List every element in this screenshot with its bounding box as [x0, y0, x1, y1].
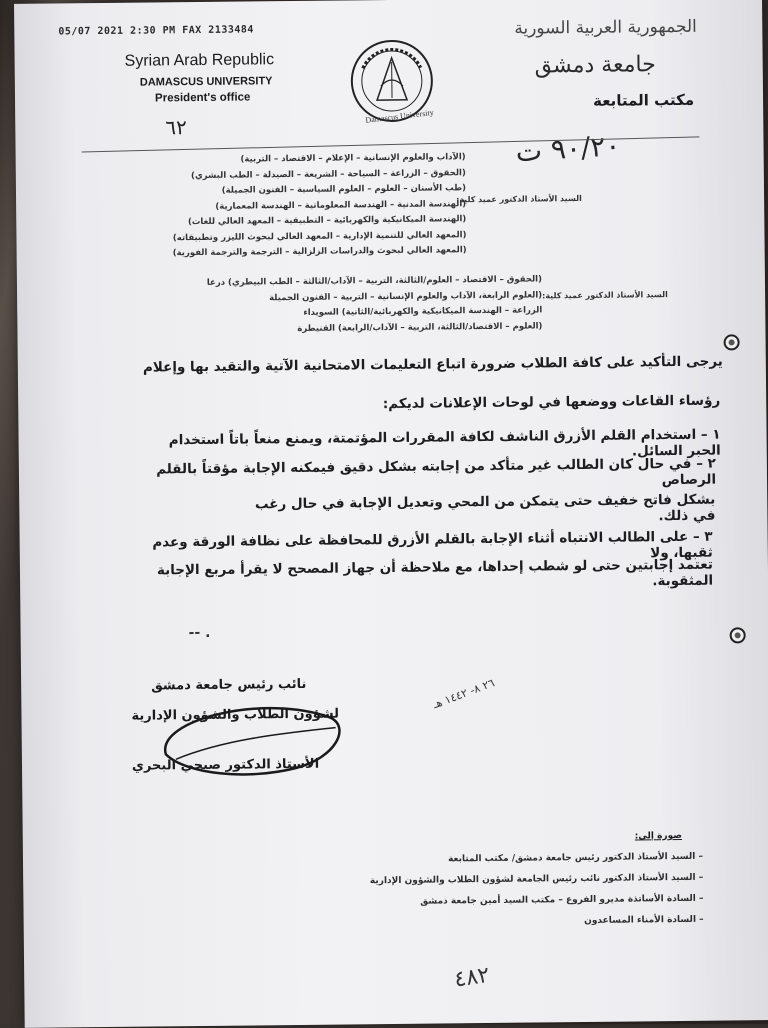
arabic-office-name: مكتب المتابعة: [593, 91, 694, 110]
instruction-1: ١ – استخدام القلم الأزرق الناشف لكافة المقررات المؤتمتة، ويمنع منعاً باتاً استخدام الحبر السائل.: [141, 427, 721, 465]
handwritten-reference: ٩٠/٢٠ ت: [515, 129, 622, 169]
cc-item: – السادة الأمناء المساعدون: [364, 910, 704, 935]
arabic-country-name: الجمهورية العربية السورية: [514, 17, 697, 39]
distribution-line: (الآداب والعلوم الإنسانية – الإعلام – الاقتصاد – التربية): [166, 150, 466, 169]
instruction-2a: ٢ – في حال كان الطالب غير متأكد من إجابته بشكل دقيق فيمكنه الإجابة مؤقتاً بالقلم الرصاص: [111, 456, 716, 494]
instruction-3b: تعتمد إجابتين حتى لو شطب إحداها، مع ملاحظة أن جهاز المصحح لا يقرأ مربع الإجابة المثقوبة.: [136, 557, 713, 595]
distribution-line: الزراعة – الهندسة الميكانيكية والكهربائية/الثانية) السويداء: [202, 303, 542, 322]
arabic-university-name: جامعة دمشق: [535, 52, 656, 78]
distribution-line: (الهندسة الميكانيكية والكهربائية – التطبيقية – المعهد العالي للغات): [166, 212, 466, 231]
distribution-line: (طب الأسنان – العلوم – العلوم السياسية – الفنون الجميلة): [166, 181, 466, 200]
instruction-3a: ٣ – على الطالب الانتباه أثناء الإجابة بالقلم الأزرق للمحافظة على نظافة الورقة وعدم ثقبها، ولا: [138, 529, 713, 567]
cc-item: – السيد الأستاذ الدكتور نائب رئيس الجامعة لشؤون الطلاب والشؤون الإدارية: [363, 868, 703, 893]
document-page: [14, 0, 768, 1028]
signature-scribble-icon: [145, 697, 346, 779]
distribution-line: (الحقوق – الاقتصاد – العلوم/الثالثة، التربية – الآداب/الثالثة – الطب البيطري) درعا: [202, 272, 542, 291]
english-university-name: DAMASCUS UNIVERSITY: [140, 75, 273, 88]
cc-list: [363, 847, 704, 935]
distribution-line: (العلوم – الاقتصاد/الثالثة، التربية – الآداب/الرابعة) القنيطرة: [202, 319, 542, 338]
handwritten-ref-number: ٦٢: [165, 115, 187, 139]
handwritten-date: ٢٦ ٨- ١٤٤٢ هـ: [431, 676, 496, 711]
cc-item: – السادة الأساتذة مديرو الفروع – مكتب السيد أمين جامعة دمشق: [363, 889, 703, 914]
punch-hole: [724, 334, 740, 350]
signatory-portfolio: لشؤون الطلاب والشؤون الإدارية: [131, 707, 339, 724]
end-mark: -- .: [189, 625, 211, 641]
distribution-line: (الهندسة المدنية – الهندسة المعلوماتية – الهندسة المعمارية): [166, 197, 466, 216]
fax-header: 05/07 2021 2:30 PM FAX 2133484: [58, 24, 254, 37]
signatory-name: الأستاذ الدكتور صبحي البحري: [132, 757, 319, 774]
distribution-label-2: السيد الأستاذ الدكتور عميد كلية:: [542, 287, 668, 304]
english-office-name: President's office: [155, 91, 251, 104]
distribution-list-1: [166, 150, 467, 262]
distribution-line: (العلوم الرابعة، الآداب والعلوم الإنسانية – التربية – الفنون الجميلة: [202, 288, 542, 307]
english-country-name: Syrian Arab Republic: [125, 51, 275, 71]
body-intro-line-1: يرجى التأكيد على كافة الطلاب ضرورة اتباع التعليمات الامتحانية الآتية والتقيد بها وإعلام: [138, 354, 723, 376]
distribution-line: (المعهد العالي للتنمية الإدارية – المعهد العالي لبحوث الليزر وتطبيقاته): [166, 228, 466, 247]
cc-title: صورة إلى:: [635, 831, 682, 841]
cc-item: – السيد الأستاذ الدكتور رئيس جامعة دمشق/ مكتب المتابعة: [363, 847, 703, 872]
distribution-label-1: السيد الأستاذ الدكتور عميد كلية:: [456, 191, 582, 208]
handwritten-ink-mark: ٤٨٢: [453, 963, 492, 993]
distribution-list-2: [202, 272, 543, 338]
signatory-title: نائب رئيس جامعة دمشق: [151, 677, 306, 694]
punch-hole: [730, 627, 746, 643]
distribution-line: (الحقوق – الزراعة – السياحة – الشريعة – الصيدلة – الطب البشري): [166, 166, 466, 185]
body-intro-line-2: رؤساء القاعات ووضعها في لوحات الإعلانات لديكم:: [348, 393, 720, 413]
instruction-2b: بشكل فاتح خفيف حتى يتمكن من المحي وتعديل الإجابة في حال رغب في ذلك.: [249, 492, 715, 529]
distribution-line: (المعهد العالي لبحوث والدراسات الزلزالية – الترجمة والترجمة الفورية): [167, 243, 467, 262]
seal-caption: Damascus University: [365, 108, 434, 125]
